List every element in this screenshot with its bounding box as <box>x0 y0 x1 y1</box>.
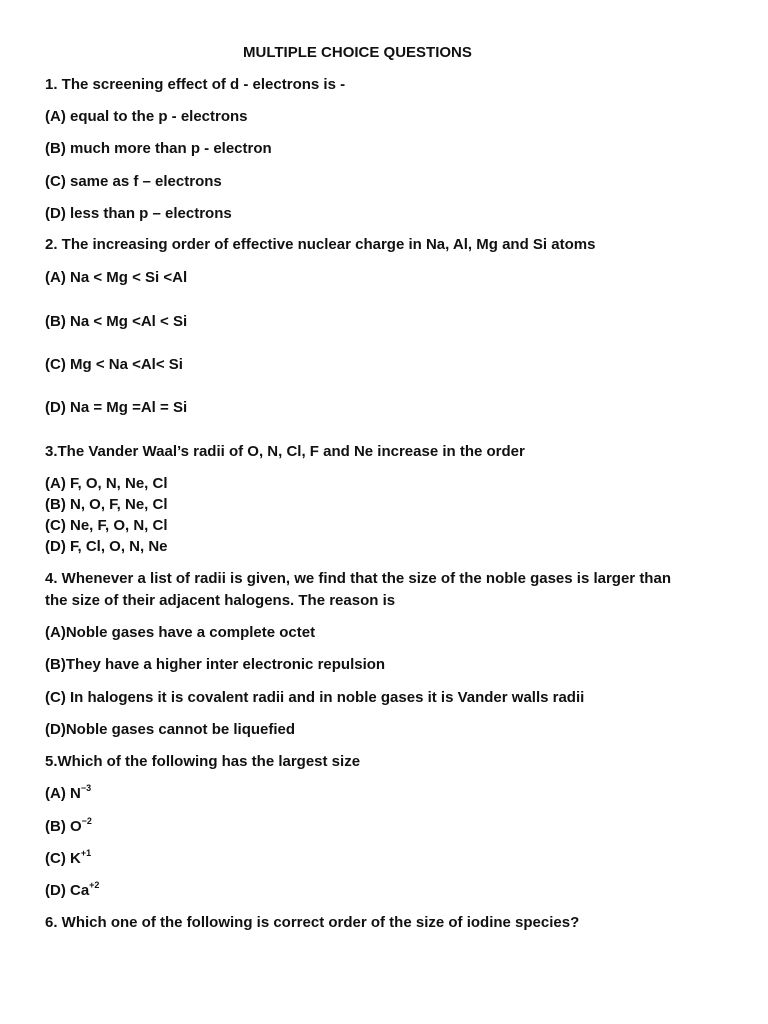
q4-option-d: (D)Noble gases cannot be liquefied <box>45 721 296 738</box>
q2-option-c: (C) Mg < Na <Al< Si <box>45 356 183 373</box>
q1-option-a: (A) equal to the p - electrons <box>45 108 248 125</box>
question-1: 1. The screening effect of d - electrons is - <box>45 76 346 93</box>
q3-option-c: (C) Ne, F, O, N, Cl <box>45 517 168 534</box>
q3-option-a: (A) F, O, N, Ne, Cl <box>45 475 168 492</box>
q5-option-a <box>45 784 91 804</box>
question-3: 3.The Vander Waal’s radii of O, N, Cl, F and Ne increase in the order <box>45 443 525 460</box>
q5-option-c-charge: +1 <box>80 848 92 858</box>
q5-option-a-label: (A) N <box>45 785 81 802</box>
q5-option-b-label: (B) O <box>45 818 82 835</box>
q3-option-b: (B) N, O, F, Ne, Cl <box>45 496 168 513</box>
q5-option-d-charge: +2 <box>89 880 100 890</box>
q1-option-c: (C) same as f – electrons <box>45 173 222 190</box>
question-4-line-2: the size of their adjacent halogens. The reason is <box>45 592 396 609</box>
question-6: 6. Which one of the following is correct order of the size of iodine species? <box>45 914 580 931</box>
page-title: MULTIPLE CHOICE QUESTIONS <box>243 44 472 61</box>
question-2: 2. The increasing order of effective nuclear charge in Na, Al, Mg and Si atoms <box>45 236 596 253</box>
q5-option-b <box>45 817 92 837</box>
q3-option-d: (D) F, Cl, O, N, Ne <box>45 538 168 555</box>
question-4-line-1: 4. Whenever a list of radii is given, we find that the size of the noble gases is larger than <box>45 570 671 587</box>
q4-option-c: (C) In halogens it is covalent radii and in noble gases it is Vander walls radii <box>45 689 585 706</box>
q2-option-a: (A) Na < Mg < Si <Al <box>45 269 188 286</box>
q1-option-d: (D) less than p – electrons <box>45 205 232 222</box>
q5-option-d <box>45 881 99 901</box>
question-5: 5.Which of the following has the largest size <box>45 753 361 770</box>
q5-option-b-charge: −2 <box>81 816 92 826</box>
q5-option-c <box>45 849 91 869</box>
q2-option-b: (B) Na < Mg <Al < Si <box>45 313 188 330</box>
q4-option-b: (B)They have a higher inter electronic repulsion <box>45 656 386 673</box>
q5-option-d-label: (D) Ca <box>45 882 90 899</box>
q4-option-a: (A)Noble gases have a complete octet <box>45 624 316 641</box>
q2-option-d: (D) Na = Mg =Al = Si <box>45 399 188 416</box>
q5-option-c-label: (C) K <box>45 850 81 867</box>
q1-option-b: (B) much more than p - electron <box>45 140 272 157</box>
q5-option-a-charge: −3 <box>80 783 92 793</box>
